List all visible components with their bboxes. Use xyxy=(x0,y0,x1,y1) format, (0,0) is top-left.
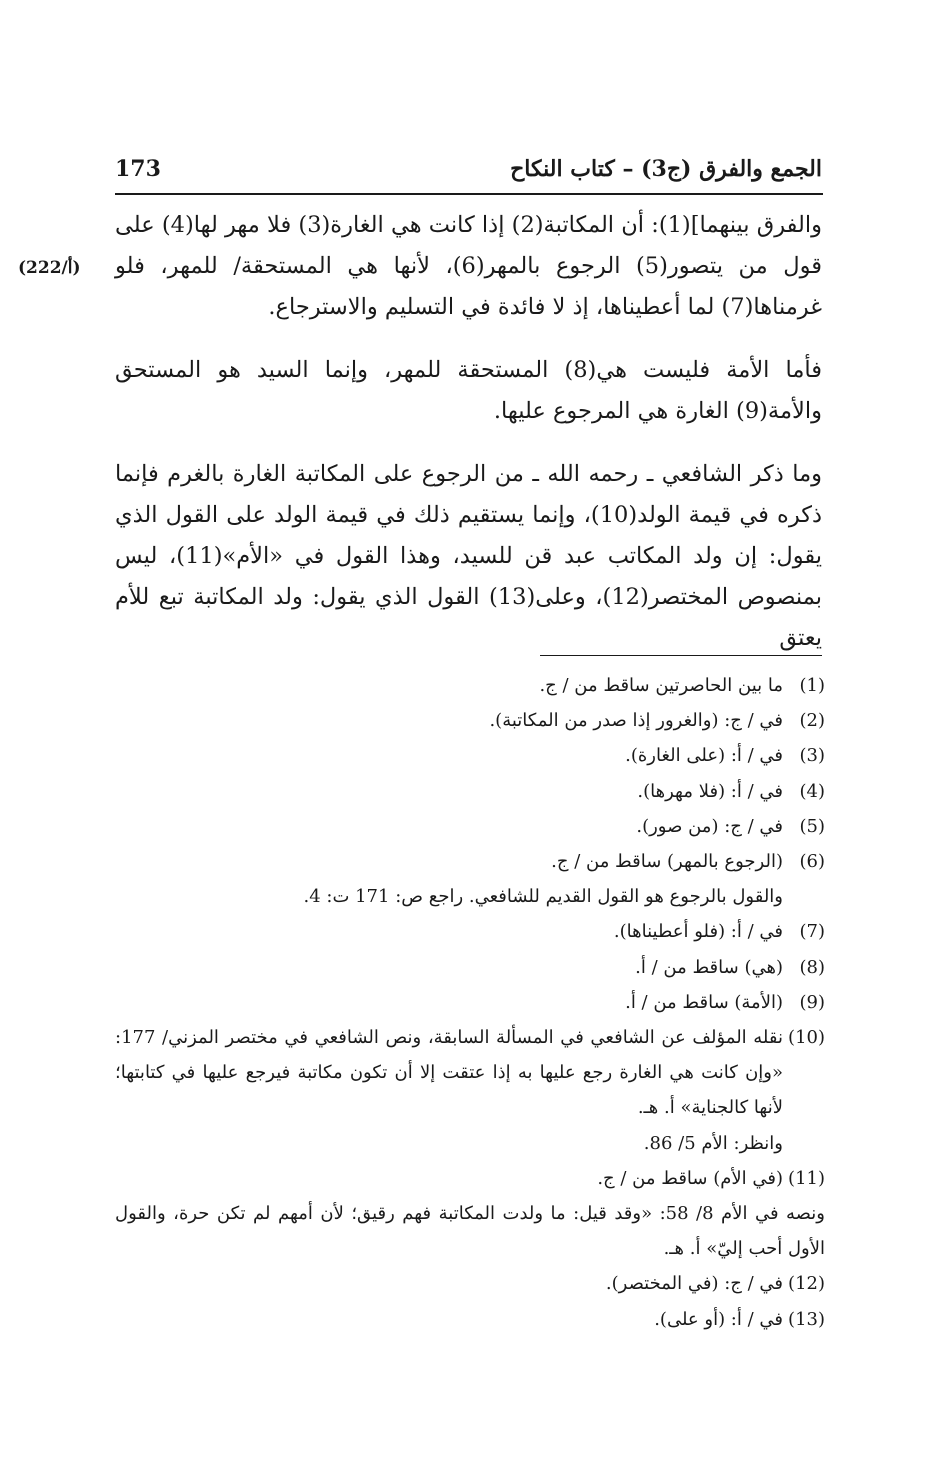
footnote xyxy=(115,844,825,879)
footnote xyxy=(115,950,825,985)
footnote-number: (5) xyxy=(799,815,825,837)
footnote-number: (3) xyxy=(799,745,825,767)
footnote-continuation xyxy=(115,1196,825,1266)
body-paragraph: والفرق بينهما](1): أن المكاتبة(2) إذا كانت هي الغارة(3) فلا مهر لها(4) على قول من يتصور(5) الرجوع بالمهر(6)، لأنها هي المستحقة/ للمهر، فلو غرمناها(7) لما أعطيناها، إذ لا فائدة في التسليم والاسترجاع. xyxy=(115,212,822,320)
footnote-continuation xyxy=(115,879,825,914)
body-paragraph: وما ذكر الشافعي ـ رحمه الله ـ من الرجوع على المكاتبة الغارة بالغرم فإنما ذكره في قيمة الولد(10)، وإنما يستقيم ذلك في قيمة الولد على القول الذي يقول: إن ولد المكاتب عبد قن للسيد، وهذا القول في «الأم»(11)، ليس بمنصوص المختصر(12)، وعلى(13) القول الذي يقول: ولد المكاتبة تبع للأم يعتق xyxy=(115,461,822,651)
footnote-text: في / أ: (فلا مهرها). xyxy=(637,780,783,802)
footnote-text: ونصه في الأم 8/ 58: «وقد قيل: ما ولدت المكاتبة فهم رقيق؛ لأن أمهم لم تكن حرة، والقول الأول أحب إليّ» أ. هـ. xyxy=(115,1203,825,1260)
footnote-continuation xyxy=(115,1126,825,1161)
footnote xyxy=(115,1161,825,1196)
footnote-text: ما بين الحاصرتين ساقط من / ج. xyxy=(539,675,783,696)
footnote xyxy=(115,914,825,949)
footnotes xyxy=(115,668,825,1337)
footnote xyxy=(115,774,825,809)
footnote-text: (الرجوع بالمهر) ساقط من / ج. xyxy=(551,851,783,873)
footnote-text: في / ج: (في المختصر). xyxy=(605,1273,783,1295)
footnote-text: في / أ: (أو على). xyxy=(654,1308,783,1330)
running-header xyxy=(115,152,822,192)
footnote-separator xyxy=(540,655,822,656)
header-title: الجمع والفرق (ج3) – كتاب النكاح xyxy=(510,156,822,182)
footnote-text: والقول بالرجوع هو القول القديم للشافعي. راجع ص: 171 ت: 4. xyxy=(303,886,783,908)
footnote-number: (9) xyxy=(799,991,825,1013)
margin-folio-reference: (222/أ) xyxy=(18,258,81,278)
footnote-text: (الأمة) ساقط من / أ. xyxy=(625,991,783,1013)
footnote-text: في / ج: (من صور). xyxy=(636,815,783,837)
main-text xyxy=(115,205,822,659)
footnote-number: (8) xyxy=(799,956,825,978)
footnote-text: نقله المؤلف عن الشافعي في المسألة السابقة، ونص الشافعي في مختصر المزني/ 177: «وإن كانت هي الغارة رجع عليها به إذا عتقت إلا أن تكون مكاتبة فيرجع عليها في كتابتها؛ لأنها كالجناية» أ. هـ. xyxy=(115,1027,783,1119)
footnote-number: (4) xyxy=(799,780,825,802)
footnote xyxy=(115,1302,825,1337)
footnote xyxy=(115,1266,825,1301)
footnote-number: (1) xyxy=(799,675,825,696)
footnote xyxy=(115,809,825,844)
footnote xyxy=(115,668,825,703)
footnote xyxy=(115,703,825,738)
footnote-number: (7) xyxy=(799,921,825,943)
footnote xyxy=(115,738,825,773)
header-rule xyxy=(115,193,823,195)
footnote-number: (11) xyxy=(788,1167,825,1189)
footnote-number: (10) xyxy=(788,1027,825,1049)
footnote-text: وانظر: الأم 5/ 86. xyxy=(643,1132,783,1154)
body-paragraph: فأما الأمة فليست هي(8) المستحقة للمهر، وإنما السيد هو المستحق والأمة(9) الغارة هي المرجوع عليها. xyxy=(115,357,822,424)
footnote-number: (12) xyxy=(788,1273,825,1295)
footnote-text: (في الأم) ساقط من / ج. xyxy=(597,1167,783,1189)
footnote-text: في / ج: (والغرور إذا صدر من المكاتبة). xyxy=(489,710,783,732)
footnote-text: في / أ: (فلو أعطيناها). xyxy=(613,921,783,943)
footnote-text: في / أ: (على الغارة). xyxy=(625,745,783,767)
footnote xyxy=(115,985,825,1020)
footnote-number: (6) xyxy=(799,851,825,873)
page-number: 173 xyxy=(115,156,161,182)
footnote xyxy=(115,1020,825,1126)
footnote-number: (2) xyxy=(799,710,825,732)
footnote-number: (13) xyxy=(788,1308,825,1330)
footnote-text: (هي) ساقط من / أ. xyxy=(635,956,783,978)
